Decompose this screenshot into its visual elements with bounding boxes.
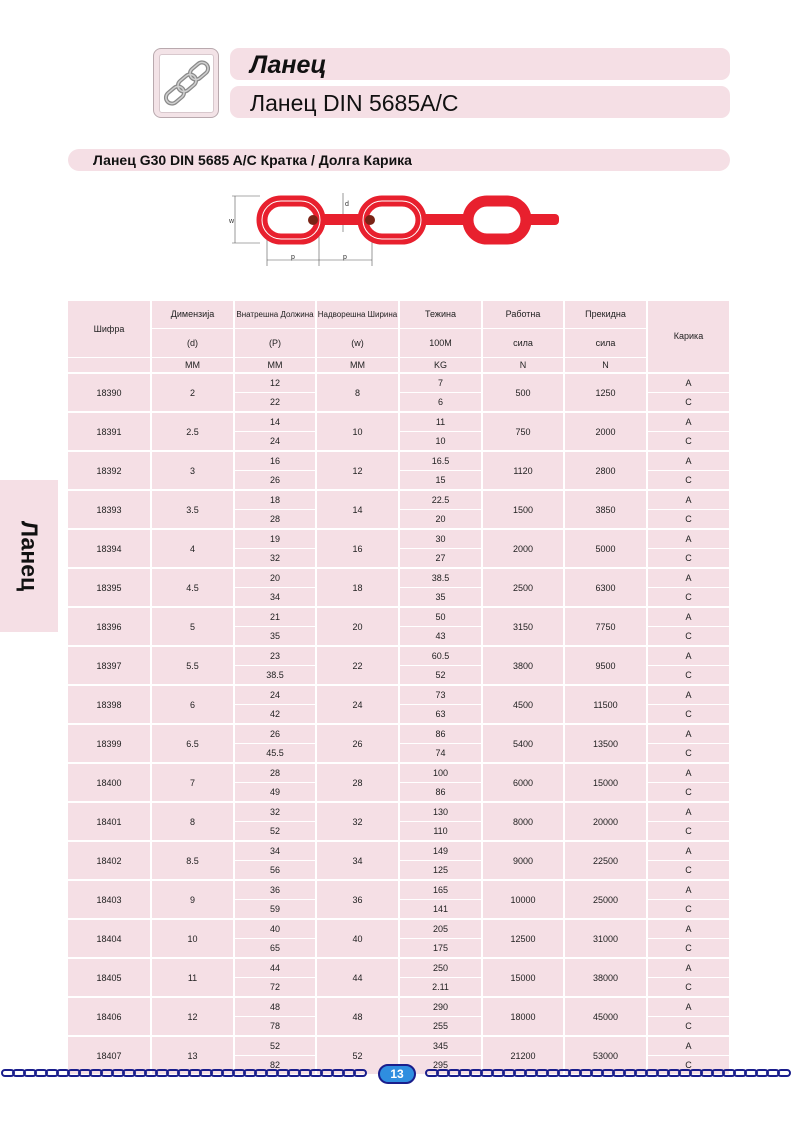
cell-link-a: A [647, 412, 730, 432]
cell-link-a: A [647, 919, 730, 939]
page-number: 13 [378, 1064, 416, 1084]
cell-breaking-load: 6300 [564, 568, 647, 607]
cell-weight-a: 73 [399, 685, 482, 705]
cell-width: 52 [316, 1036, 399, 1075]
table-row [68, 451, 730, 471]
table-row [68, 412, 730, 432]
cell-dimension: 5 [151, 607, 234, 646]
cell-link-c: C [647, 1017, 730, 1037]
cell-working-load: 2500 [482, 568, 564, 607]
table-row [68, 802, 730, 822]
cell-link-a: A [647, 841, 730, 861]
cell-breaking-load: 25000 [564, 880, 647, 919]
spec-table-body [68, 373, 730, 1075]
cell-width: 10 [316, 412, 399, 451]
header-work: Работна [482, 301, 564, 329]
cell-working-load: 6000 [482, 763, 564, 802]
cell-weight-a: 16.5 [399, 451, 482, 471]
cell-working-load: 500 [482, 373, 564, 412]
cell-weight-a: 30 [399, 529, 482, 549]
cell-dimension: 5.5 [151, 646, 234, 685]
cell-weight-c: 141 [399, 900, 482, 920]
figure-label-d: d [345, 201, 349, 208]
cell-link-c: C [647, 1056, 730, 1075]
header-width-unit: MM [316, 358, 399, 374]
cell-working-load: 10000 [482, 880, 564, 919]
cell-width: 26 [316, 724, 399, 763]
cell-pitch-c: 24 [234, 432, 316, 452]
cell-weight-a: 38.5 [399, 568, 482, 588]
cell-pitch-a: 12 [234, 373, 316, 393]
cell-pitch-c: 59 [234, 900, 316, 920]
cell-code: 18406 [68, 997, 151, 1036]
cell-dimension: 11 [151, 958, 234, 997]
cell-dimension: 7 [151, 763, 234, 802]
table-row [68, 1036, 730, 1056]
header-pitch-unit: MM [234, 358, 316, 374]
cell-link-c: C [647, 471, 730, 491]
header-pitch-symbol: (P) [234, 329, 316, 358]
cell-width: 32 [316, 802, 399, 841]
cell-pitch-a: 18 [234, 490, 316, 510]
cell-link-a: A [647, 607, 730, 627]
cell-link-c: C [647, 939, 730, 959]
cell-link-c: C [647, 666, 730, 686]
cell-weight-c: 27 [399, 549, 482, 569]
cell-link-a: A [647, 802, 730, 822]
chain-logo-inner [159, 54, 214, 113]
cell-pitch-c: 56 [234, 861, 316, 881]
cell-dimension: 6 [151, 685, 234, 724]
header-pitch: Внатрешна Должина [234, 301, 316, 329]
cell-width: 22 [316, 646, 399, 685]
cell-weight-c: 52 [399, 666, 482, 686]
cell-weight-a: 22.5 [399, 490, 482, 510]
cell-link-a: A [647, 646, 730, 666]
header-weight-unit: KG [399, 358, 482, 374]
cell-code: 18400 [68, 763, 151, 802]
cell-code: 18392 [68, 451, 151, 490]
cell-pitch-c: 65 [234, 939, 316, 959]
table-row [68, 919, 730, 939]
cell-weight-a: 11 [399, 412, 482, 432]
table-row [68, 568, 730, 588]
cell-pitch-a: 14 [234, 412, 316, 432]
table-row [68, 880, 730, 900]
cell-pitch-a: 20 [234, 568, 316, 588]
cell-weight-a: 149 [399, 841, 482, 861]
header-break-unit: N [564, 358, 647, 374]
cell-weight-c: 2.11 [399, 978, 482, 998]
cell-dimension: 6.5 [151, 724, 234, 763]
cell-pitch-c: 28 [234, 510, 316, 530]
table-row [68, 763, 730, 783]
cell-breaking-load: 20000 [564, 802, 647, 841]
cell-working-load: 750 [482, 412, 564, 451]
cell-dimension: 8 [151, 802, 234, 841]
cell-width: 14 [316, 490, 399, 529]
table-header-row-1 [68, 301, 730, 329]
cell-working-load: 1500 [482, 490, 564, 529]
table-row [68, 490, 730, 510]
header-dim-unit: MM [151, 358, 234, 374]
cell-pitch-a: 19 [234, 529, 316, 549]
table-row [68, 607, 730, 627]
cell-breaking-load: 45000 [564, 997, 647, 1036]
cell-code: 18401 [68, 802, 151, 841]
cell-weight-c: 86 [399, 783, 482, 803]
cell-weight-c: 20 [399, 510, 482, 530]
cell-dimension: 8.5 [151, 841, 234, 880]
cell-width: 34 [316, 841, 399, 880]
cell-pitch-a: 40 [234, 919, 316, 939]
cell-weight-c: 15 [399, 471, 482, 491]
cell-link-a: A [647, 373, 730, 393]
cell-code: 18398 [68, 685, 151, 724]
cell-link-a: A [647, 568, 730, 588]
cell-breaking-load: 13500 [564, 724, 647, 763]
cell-weight-a: 50 [399, 607, 482, 627]
cell-pitch-c: 42 [234, 705, 316, 725]
chain-logo [153, 48, 219, 118]
cell-breaking-load: 2000 [564, 412, 647, 451]
cell-code: 18399 [68, 724, 151, 763]
cell-pitch-c: 34 [234, 588, 316, 608]
cell-working-load: 21200 [482, 1036, 564, 1075]
cell-pitch-a: 16 [234, 451, 316, 471]
cell-link-c: C [647, 549, 730, 569]
header-width: Надворешна Ширина [316, 301, 399, 329]
header-width-symbol: (w) [316, 329, 399, 358]
cell-weight-a: 205 [399, 919, 482, 939]
cell-dimension: 13 [151, 1036, 234, 1075]
cell-working-load: 4500 [482, 685, 564, 724]
cell-link-c: C [647, 510, 730, 530]
cell-pitch-a: 44 [234, 958, 316, 978]
cell-pitch-c: 45.5 [234, 744, 316, 764]
cell-pitch-a: 36 [234, 880, 316, 900]
header-code-unit [68, 358, 151, 374]
cell-pitch-a: 34 [234, 841, 316, 861]
table-row [68, 997, 730, 1017]
cell-working-load: 1120 [482, 451, 564, 490]
cell-weight-c: 35 [399, 588, 482, 608]
cell-width: 40 [316, 919, 399, 958]
cell-weight-a: 250 [399, 958, 482, 978]
cell-weight-c: 255 [399, 1017, 482, 1037]
cell-weight-c: 10 [399, 432, 482, 452]
cell-width: 24 [316, 685, 399, 724]
cell-weight-c: 63 [399, 705, 482, 725]
cell-pitch-c: 49 [234, 783, 316, 803]
cell-dimension: 12 [151, 997, 234, 1036]
cell-weight-c: 74 [399, 744, 482, 764]
cell-dimension: 4.5 [151, 568, 234, 607]
cell-code: 18395 [68, 568, 151, 607]
cell-link-c: C [647, 588, 730, 608]
cell-pitch-c: 35 [234, 627, 316, 647]
cell-code: 18404 [68, 919, 151, 958]
cell-breaking-load: 31000 [564, 919, 647, 958]
cell-breaking-load: 1250 [564, 373, 647, 412]
cell-width: 8 [316, 373, 399, 412]
cell-working-load: 18000 [482, 997, 564, 1036]
cell-breaking-load: 22500 [564, 841, 647, 880]
cell-code: 18396 [68, 607, 151, 646]
cell-link-a: A [647, 880, 730, 900]
cell-width: 12 [316, 451, 399, 490]
cell-link-c: C [647, 861, 730, 881]
header-break: Прекидна [564, 301, 647, 329]
cell-pitch-a: 21 [234, 607, 316, 627]
table-row [68, 841, 730, 861]
cell-pitch-c: 38.5 [234, 666, 316, 686]
cell-working-load: 15000 [482, 958, 564, 997]
cell-width: 48 [316, 997, 399, 1036]
page-title: Ланец [230, 48, 730, 80]
cell-link-c: C [647, 705, 730, 725]
cell-link-a: A [647, 685, 730, 705]
cell-breaking-load: 3850 [564, 490, 647, 529]
figure-label-p2: p [343, 254, 347, 261]
cell-link-c: C [647, 978, 730, 998]
cell-pitch-c: 78 [234, 1017, 316, 1037]
cell-width: 20 [316, 607, 399, 646]
cell-code: 18393 [68, 490, 151, 529]
cell-weight-a: 290 [399, 997, 482, 1017]
cell-dimension: 4 [151, 529, 234, 568]
cell-working-load: 3800 [482, 646, 564, 685]
cell-breaking-load: 53000 [564, 1036, 647, 1075]
cell-working-load: 2000 [482, 529, 564, 568]
cell-weight-c: 125 [399, 861, 482, 881]
cell-pitch-a: 26 [234, 724, 316, 744]
cell-pitch-c: 52 [234, 822, 316, 842]
cell-link-c: C [647, 783, 730, 803]
cell-code: 18391 [68, 412, 151, 451]
table-row [68, 529, 730, 549]
cell-link-c: C [647, 822, 730, 842]
cell-weight-c: 175 [399, 939, 482, 959]
header-work-symbol: сила [482, 329, 564, 358]
cell-working-load: 9000 [482, 841, 564, 880]
cell-width: 36 [316, 880, 399, 919]
header-link: Карика [647, 301, 730, 373]
table-row [68, 685, 730, 705]
cell-breaking-load: 15000 [564, 763, 647, 802]
cell-weight-a: 165 [399, 880, 482, 900]
cell-pitch-a: 48 [234, 997, 316, 1017]
cell-code: 18397 [68, 646, 151, 685]
cell-weight-c: 110 [399, 822, 482, 842]
cell-code: 18403 [68, 880, 151, 919]
cell-breaking-load: 9500 [564, 646, 647, 685]
cell-breaking-load: 7750 [564, 607, 647, 646]
cell-link-a: A [647, 958, 730, 978]
header-break-symbol: сила [564, 329, 647, 358]
page-subtitle: Ланец DIN 5685A/C [230, 86, 730, 118]
cell-breaking-load: 11500 [564, 685, 647, 724]
cell-dimension: 3 [151, 451, 234, 490]
header-weight-symbol: 100M [399, 329, 482, 358]
cell-link-a: A [647, 1036, 730, 1056]
cell-pitch-c: 26 [234, 471, 316, 491]
header-dim-symbol: (d) [151, 329, 234, 358]
cell-code: 18390 [68, 373, 151, 412]
cell-link-c: C [647, 432, 730, 452]
cell-weight-c: 6 [399, 393, 482, 413]
header-dim: Димензија [151, 301, 234, 329]
header-work-unit: N [482, 358, 564, 374]
cell-weight-a: 86 [399, 724, 482, 744]
cell-pitch-a: 52 [234, 1036, 316, 1056]
cell-pitch-a: 24 [234, 685, 316, 705]
cell-weight-c: 43 [399, 627, 482, 647]
cell-pitch-c: 72 [234, 978, 316, 998]
cell-dimension: 2.5 [151, 412, 234, 451]
table-row [68, 958, 730, 978]
cell-width: 28 [316, 763, 399, 802]
figure-label-w: w [229, 218, 235, 225]
cell-weight-a: 7 [399, 373, 482, 393]
cell-link-c: C [647, 393, 730, 413]
cell-breaking-load: 2800 [564, 451, 647, 490]
cell-dimension: 3.5 [151, 490, 234, 529]
cell-code: 18394 [68, 529, 151, 568]
footer-chain-right [424, 1066, 794, 1080]
side-tab-label: Ланец [16, 520, 43, 592]
cell-link-c: C [647, 627, 730, 647]
cell-working-load: 8000 [482, 802, 564, 841]
cell-weight-a: 345 [399, 1036, 482, 1056]
header-weight: Тежина [399, 301, 482, 329]
cell-pitch-c: 82 [234, 1056, 316, 1075]
spec-table [68, 301, 731, 1075]
cell-width: 16 [316, 529, 399, 568]
table-row [68, 373, 730, 393]
cell-link-a: A [647, 490, 730, 510]
cell-dimension: 10 [151, 919, 234, 958]
cell-working-load: 12500 [482, 919, 564, 958]
cell-link-a: A [647, 529, 730, 549]
cell-weight-c: 295 [399, 1056, 482, 1075]
cell-weight-a: 60.5 [399, 646, 482, 666]
cell-link-c: C [647, 744, 730, 764]
cell-weight-a: 100 [399, 763, 482, 783]
cell-working-load: 5400 [482, 724, 564, 763]
section-title: Ланец G30 DIN 5685 A/C Кратка / Долга Карика [68, 149, 730, 171]
cell-width: 44 [316, 958, 399, 997]
cell-breaking-load: 5000 [564, 529, 647, 568]
table-row [68, 646, 730, 666]
table-header-row-3 [68, 358, 730, 374]
cell-link-a: A [647, 997, 730, 1017]
cell-link-a: A [647, 724, 730, 744]
cell-dimension: 2 [151, 373, 234, 412]
header-code: Шифра [68, 301, 151, 358]
cell-pitch-c: 32 [234, 549, 316, 569]
cell-link-c: C [647, 900, 730, 920]
cell-pitch-c: 22 [234, 393, 316, 413]
cell-link-a: A [647, 451, 730, 471]
table-header-row-2 [68, 329, 730, 358]
cell-dimension: 9 [151, 880, 234, 919]
cell-width: 18 [316, 568, 399, 607]
cell-code: 18407 [68, 1036, 151, 1075]
chain-icon [160, 55, 213, 112]
cell-pitch-a: 23 [234, 646, 316, 666]
footer-chain-left [0, 1066, 372, 1080]
cell-working-load: 3150 [482, 607, 564, 646]
cell-breaking-load: 38000 [564, 958, 647, 997]
cell-code: 18402 [68, 841, 151, 880]
table-row [68, 724, 730, 744]
cell-link-a: A [647, 763, 730, 783]
cell-weight-a: 130 [399, 802, 482, 822]
chain-diagram [225, 188, 565, 273]
cell-pitch-a: 28 [234, 763, 316, 783]
cell-code: 18405 [68, 958, 151, 997]
cell-pitch-a: 32 [234, 802, 316, 822]
figure-label-p1: p [291, 254, 295, 261]
